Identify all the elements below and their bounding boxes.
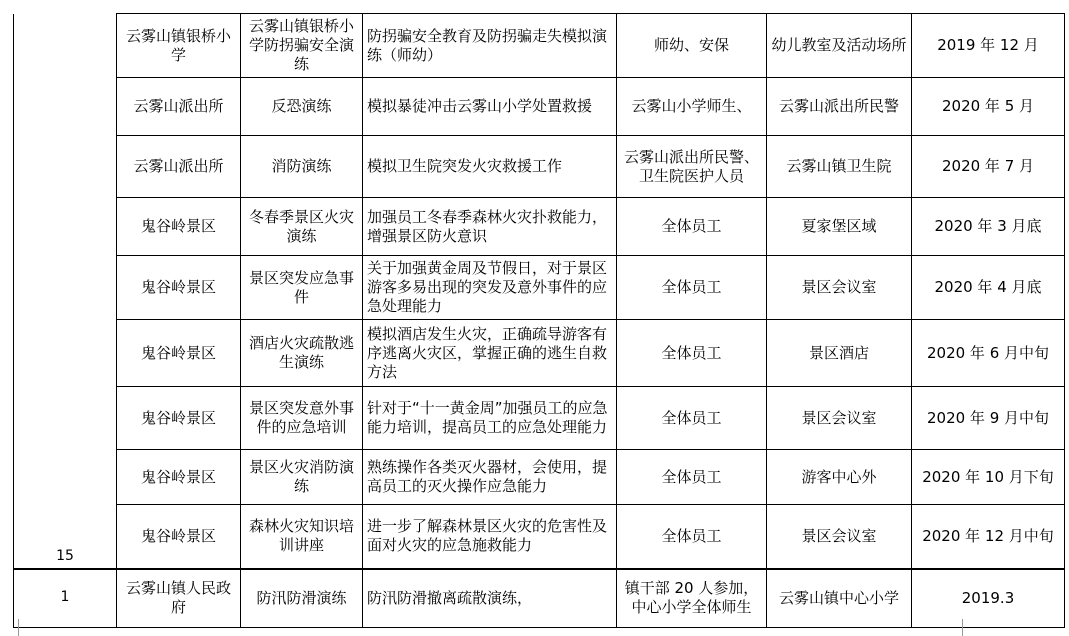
participants: 全体员工 <box>617 320 767 387</box>
participants: 全体员工 <box>617 505 767 569</box>
drill-content: 加强员工冬春季森林火灾扑救能力，增强景区防火意识 <box>363 198 617 256</box>
organizing-unit: 云雾山镇人民政府 <box>117 569 241 628</box>
participants: 全体员工 <box>617 198 767 256</box>
row-number <box>14 14 117 78</box>
row-number: 1 <box>14 569 117 628</box>
drill-content: 模拟卫生院突发火灾救援工作 <box>363 136 617 198</box>
drill-location: 夏家堡区域 <box>767 198 912 256</box>
row-number: 15 <box>14 505 117 569</box>
drill-content: 熟练操作各类灭火器材，会使用，提高员工的灭火操作应急能力 <box>363 450 617 505</box>
drill-name: 云雾山镇银桥小学防拐骗安全演练 <box>241 14 363 78</box>
table-body <box>14 14 1065 628</box>
participants: 云雾山派出所民警、卫生院医护人员 <box>617 136 767 198</box>
drill-content: 关于加强黄金周及节假日，对于景区游客多易出现的突发及意外事件的应急处理能力 <box>363 256 617 320</box>
table-row <box>14 450 1065 505</box>
corner-mark-right <box>962 619 963 636</box>
drill-time: 2020 年 3 月底 <box>912 198 1065 256</box>
drill-table <box>13 13 1065 628</box>
drill-location: 云雾山派出所民警 <box>767 78 912 136</box>
organizing-unit: 鬼谷岭景区 <box>117 256 241 320</box>
participants: 全体员工 <box>617 256 767 320</box>
participants: 全体员工 <box>617 450 767 505</box>
drill-content: 防汛防滑撤离疏散演练， <box>363 569 617 628</box>
table-row <box>14 505 1065 569</box>
row-number <box>14 78 117 136</box>
row-number <box>14 256 117 320</box>
drill-time: 2020 年 9 月中旬 <box>912 387 1065 450</box>
drill-content: 针对于“十一黄金周”加强员工的应急能力培训，提高员工的应急处理能力 <box>363 387 617 450</box>
drill-name: 森林火灾知识培训讲座 <box>241 505 363 569</box>
drill-location: 云雾山镇中心小学 <box>767 569 912 628</box>
organizing-unit: 鬼谷岭景区 <box>117 387 241 450</box>
drill-name: 景区突发应急事件 <box>241 256 363 320</box>
drill-name: 消防演练 <box>241 136 363 198</box>
drill-time: 2019 年 12 月 <box>912 14 1065 78</box>
organizing-unit: 云雾山派出所 <box>117 136 241 198</box>
row-number <box>14 387 117 450</box>
drill-location: 景区会议室 <box>767 256 912 320</box>
drill-location: 景区会议室 <box>767 505 912 569</box>
drill-location: 云雾山镇卫生院 <box>767 136 912 198</box>
table-row <box>14 256 1065 320</box>
table-row <box>14 198 1065 256</box>
participants: 云雾山小学师生、 <box>617 78 767 136</box>
drill-name: 酒店火灾疏散逃生演练 <box>241 320 363 387</box>
drill-time: 2020 年 5 月 <box>912 78 1065 136</box>
drill-time: 2020 年 10 月下旬 <box>912 450 1065 505</box>
drill-content: 进一步了解森林景区火灾的危害性及面对火灾的应急施救能力 <box>363 505 617 569</box>
drill-time: 2020 年 4 月底 <box>912 256 1065 320</box>
drill-name: 反恐演练 <box>241 78 363 136</box>
participants: 镇干部 20 人参加，中心小学全体师生 <box>617 569 767 628</box>
drill-content: 模拟暴徒冲击云雾山小学处置救援 <box>363 78 617 136</box>
drill-content: 防拐骗安全教育及防拐骗走失模拟演练（师幼） <box>363 14 617 78</box>
drill-time: 2019.3 <box>912 569 1065 628</box>
corner-mark-left <box>18 619 19 636</box>
row-number <box>14 320 117 387</box>
row-number <box>14 450 117 505</box>
drill-time: 2020 年 12 月中旬 <box>912 505 1065 569</box>
drill-name: 景区火灾消防演练 <box>241 450 363 505</box>
organizing-unit: 鬼谷岭景区 <box>117 450 241 505</box>
participants: 全体员工 <box>617 387 767 450</box>
table-row <box>14 136 1065 198</box>
drill-location: 景区酒店 <box>767 320 912 387</box>
drill-name: 冬春季景区火灾演练 <box>241 198 363 256</box>
table-row <box>14 14 1065 78</box>
table-row <box>14 320 1065 387</box>
organizing-unit: 云雾山镇银桥小学 <box>117 14 241 78</box>
organizing-unit: 鬼谷岭景区 <box>117 505 241 569</box>
participants: 师幼、安保 <box>617 14 767 78</box>
row-number <box>14 136 117 198</box>
drill-name: 防汛防滑演练 <box>241 569 363 628</box>
drill-name: 景区突发意外事件的应急培训 <box>241 387 363 450</box>
organizing-unit: 云雾山派出所 <box>117 78 241 136</box>
drill-content: 模拟酒店发生火灾，正确疏导游客有序逃离火灾区，掌握正确的逃生自救方法 <box>363 320 617 387</box>
table-row <box>14 387 1065 450</box>
drill-time: 2020 年 6 月中旬 <box>912 320 1065 387</box>
row-number <box>14 198 117 256</box>
table-row <box>14 78 1065 136</box>
organizing-unit: 鬼谷岭景区 <box>117 198 241 256</box>
organizing-unit: 鬼谷岭景区 <box>117 320 241 387</box>
drill-time: 2020 年 7 月 <box>912 136 1065 198</box>
table-row <box>14 569 1065 628</box>
drill-location: 景区会议室 <box>767 387 912 450</box>
drill-location: 幼儿教室及活动场所 <box>767 14 912 78</box>
drill-location: 游客中心外 <box>767 450 912 505</box>
